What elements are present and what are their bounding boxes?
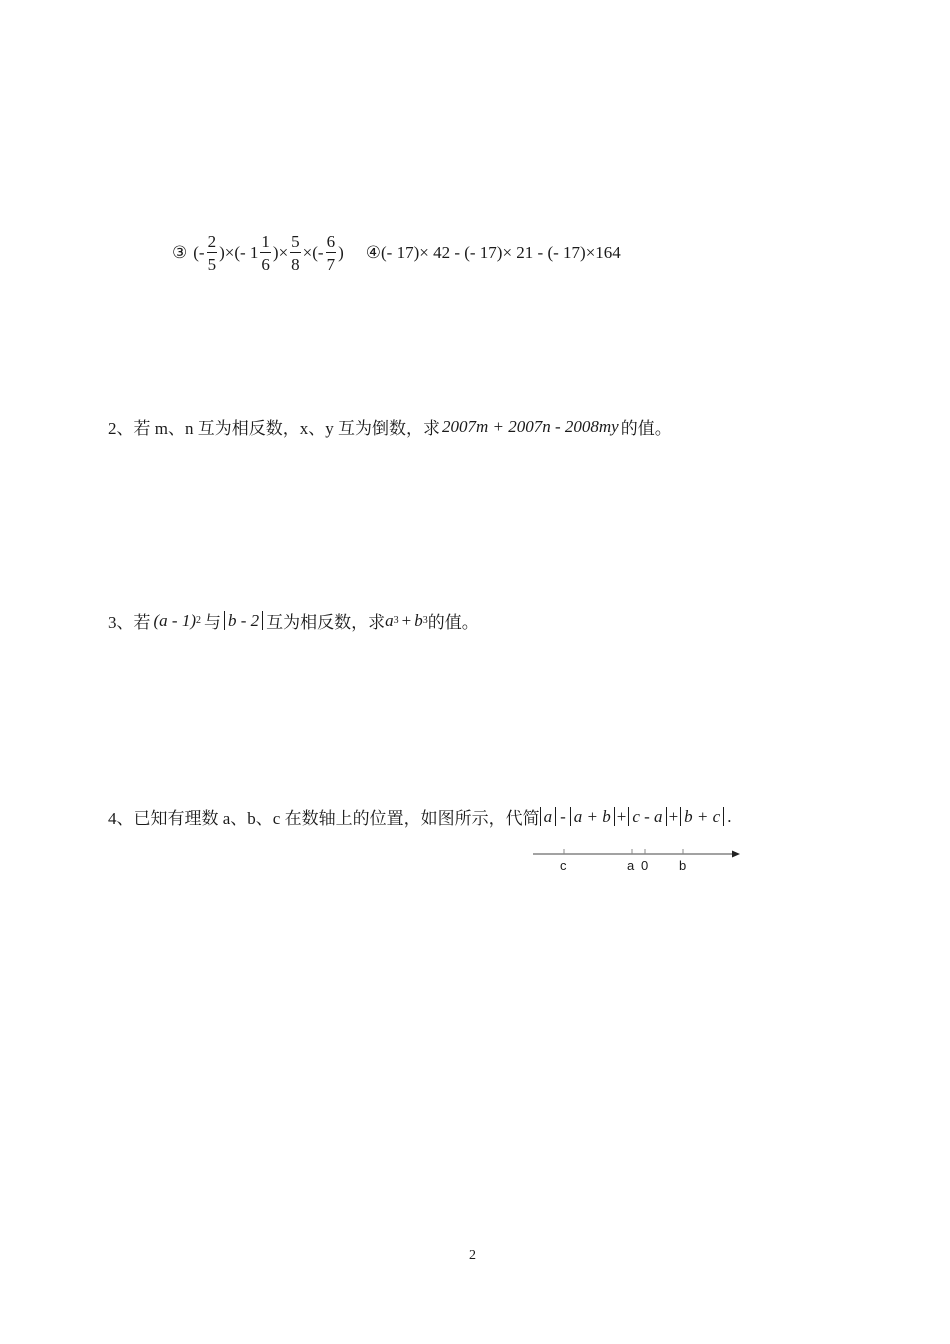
fraction-denominator: 6 (261, 255, 270, 274)
fraction-numerator: 6 (326, 232, 336, 251)
problem-2-text: 若 m、n 互为相反数，x、y 互为倒数，求 (133, 419, 440, 438)
expr3-open: (- (193, 243, 205, 262)
abs-a-plus-b: a + b (570, 807, 615, 827)
problem-3-prefix: 若 (133, 613, 151, 632)
problem-3-b: b (414, 610, 423, 630)
problem-2-expression: 2007m + 2007n - 2008my (441, 416, 619, 436)
problem-3-a: a (385, 610, 394, 630)
problem-2-line (108, 414, 672, 439)
circled-4-label: ④ (365, 243, 381, 262)
page-number: 2 (469, 1248, 476, 1263)
op-plus-2: + (668, 806, 679, 826)
expr3-mid2: )× (272, 243, 289, 262)
problem-3-expr-a: (a - 1) (153, 610, 196, 630)
op-minus: - (560, 806, 566, 826)
abs-c-minus-a: c - a (628, 807, 666, 827)
problem-3-abs-b: b - 2 (224, 611, 263, 631)
fraction-5-8 (290, 233, 301, 273)
fraction-numerator: 5 (291, 232, 300, 251)
problem-3-b-exp: 3 (422, 615, 428, 626)
abs-b-plus-c: b + c (680, 807, 724, 827)
fraction-numerator: 2 (207, 232, 217, 251)
problem-3-mid: 与 (203, 613, 221, 632)
fraction-2-5 (207, 233, 218, 273)
problem-3-exp-a: 2 (195, 615, 201, 626)
problem-3-number: 3、 (108, 613, 134, 632)
problem-2-number: 2、 (108, 419, 134, 438)
problem-4-end: . (727, 806, 732, 826)
problem-1-line (172, 230, 621, 276)
problem-4-number: 4、 (108, 809, 134, 828)
fraction-denominator: 7 (326, 255, 336, 274)
problem-4-text: 已知有理数 a、b、c 在数轴上的位置，如图所示，代简 (133, 809, 540, 828)
fraction-numerator: 1 (261, 232, 270, 251)
number-line-label-c: c (560, 858, 567, 873)
number-line-arrow (732, 851, 740, 858)
expr3-mid3: ×(- (302, 243, 324, 262)
number-line-label-b: b (679, 858, 687, 873)
fraction-1-6 (260, 233, 271, 273)
fraction-6-7 (326, 233, 337, 273)
problem-3-suffix: 的值。 (427, 613, 479, 632)
expr3-mid1: )×(- 1 (219, 243, 259, 262)
problem-2-suffix: 的值。 (620, 419, 672, 438)
problem-3-plus: + (401, 610, 412, 630)
circled-3-label: ③ (172, 243, 188, 262)
expr3-close: ) (338, 243, 344, 262)
problem-4-line (108, 804, 731, 829)
expr4: (- 17)× 42 - (- 17)× 21 - (- 17)×164 (381, 243, 621, 262)
number-line-label-0: 0 (641, 858, 649, 873)
number-line-label-a: a (627, 858, 635, 873)
fraction-denominator: 5 (207, 255, 217, 274)
problem-3-line (108, 608, 479, 633)
problem-3-text2: 互为相反数，求 (266, 613, 386, 632)
fraction-denominator: 8 (291, 255, 300, 274)
op-plus-1: + (616, 806, 627, 826)
abs-a: a (540, 807, 557, 827)
problem-3-a-exp: 3 (393, 615, 399, 626)
